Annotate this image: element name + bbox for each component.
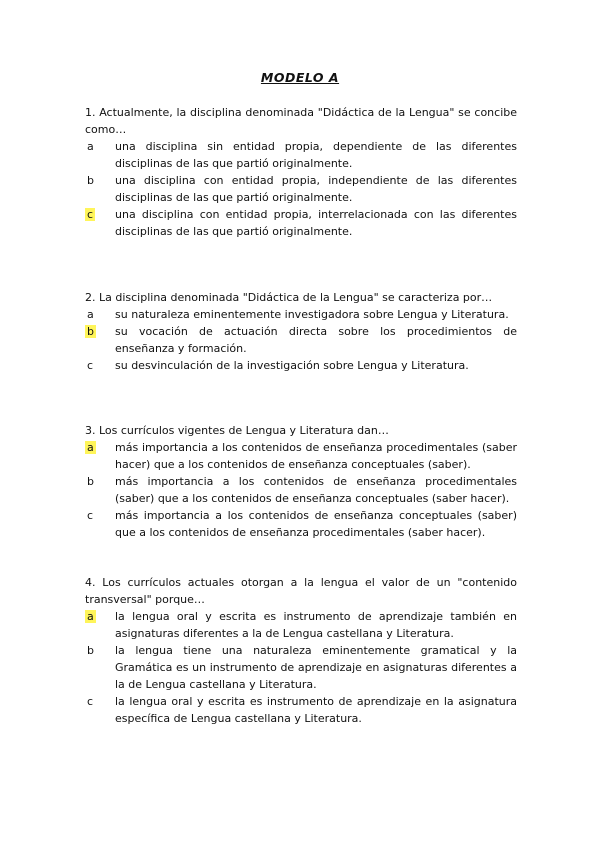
question-stem: 4. Los currículos actuales otorgan a la lengua el valor de un "contenido transversal" porque… xyxy=(85,576,517,606)
option-text: su vocación de actuación directa sobre los procedimientos de enseñanza y formación. xyxy=(115,325,517,355)
option-letter-highlighted: a xyxy=(87,441,94,454)
option-letter: c xyxy=(87,695,94,708)
option-letter-highlighted: b xyxy=(87,325,94,338)
option-letter: b xyxy=(87,644,94,657)
option-letter: b xyxy=(87,174,94,187)
option-letter: a xyxy=(87,308,94,321)
option-text: una disciplina con entidad propia, interrelacionada con las diferentes disciplinas de las que partió originalmente. xyxy=(115,208,517,238)
option-a xyxy=(85,138,517,172)
option-a xyxy=(85,439,517,473)
option-a xyxy=(85,608,517,642)
option-text: su desvinculación de la investigación sobre Lengua y Literatura. xyxy=(115,359,469,372)
option-c xyxy=(85,693,517,727)
option-letter: c xyxy=(87,509,94,522)
question-3 xyxy=(85,422,517,541)
question-1 xyxy=(85,104,517,240)
option-letter-highlighted: a xyxy=(87,610,94,623)
option-letter: b xyxy=(87,475,94,488)
question-4 xyxy=(85,574,517,727)
option-b xyxy=(85,473,517,507)
question-stem: 3. Los currículos vigentes de Lengua y Literatura dan… xyxy=(85,424,389,437)
option-text: más importancia a los contenidos de enseñanza procedimentales (saber hacer) que a los contenidos de enseñanza conceptuales (saber). xyxy=(115,441,517,471)
option-text: más importancia a los contenidos de enseñanza conceptuales (saber) que a los contenidos de enseñanza procedimentales (saber hacer). xyxy=(115,509,517,539)
option-c xyxy=(85,507,517,541)
option-text: la lengua tiene una naturaleza eminentemente gramatical y la Gramática es un instrumento de aprendizaje en asignaturas diferentes a la de Lengua castellana y Literatura. xyxy=(115,644,517,691)
option-b xyxy=(85,323,517,357)
option-letter-highlighted: c xyxy=(87,208,94,221)
option-c xyxy=(85,206,517,240)
option-letter: c xyxy=(87,359,94,372)
option-letter: a xyxy=(87,140,94,153)
option-c xyxy=(85,357,517,374)
option-text: su naturaleza eminentemente investigadora sobre Lengua y Literatura. xyxy=(115,308,509,321)
question-stem: 1. Actualmente, la disciplina denominada "Didáctica de la Lengua" se concibe como… xyxy=(85,106,517,136)
option-text: una disciplina con entidad propia, independiente de las diferentes disciplinas de las que partió originalmente. xyxy=(115,174,517,204)
option-text: la lengua oral y escrita es instrumento de aprendizaje también en asignaturas diferentes a la de Lengua castellana y Literatura. xyxy=(115,610,517,640)
option-text: más importancia a los contenidos de enseñanza procedimentales (saber) que a los contenidos de enseñanza conceptuales (saber hacer). xyxy=(115,475,517,505)
option-text: la lengua oral y escrita es instrumento de aprendizaje en la asignatura específica de Lengua castellana y Literatura. xyxy=(115,695,517,725)
question-2 xyxy=(85,289,517,374)
option-b xyxy=(85,172,517,206)
option-b xyxy=(85,642,517,693)
document-title: MODELO A xyxy=(260,70,340,85)
option-text: una disciplina sin entidad propia, dependiente de las diferentes disciplinas de las que partió originalmente. xyxy=(115,140,517,170)
option-a xyxy=(85,306,517,323)
question-stem: 2. La disciplina denominada "Didáctica de la Lengua" se caracteriza por… xyxy=(85,291,493,304)
